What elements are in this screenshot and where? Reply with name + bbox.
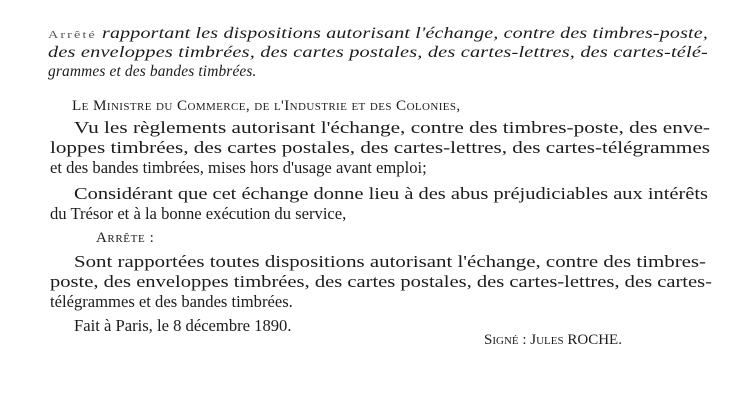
signature: Signé : Jules ROCHE. <box>484 332 622 348</box>
decree-title-line-3: grammes et des bandes timbrées. <box>48 63 257 80</box>
dispositif-paragraph-line-1: Sont rapportées toutes dispositions autorisant l'échange, contre des timbres- <box>74 252 707 271</box>
vu-paragraph-line-2: loppes timbrées, des cartes postales, des cartes-lettres, des cartes-télégrammes <box>50 138 710 157</box>
minister-heading: Le Ministre du Commerce, de l'Industrie et des Colonies, <box>72 97 461 114</box>
considerant-paragraph-line-2: du Trésor et à la bonne exécution du service, <box>50 204 347 223</box>
considerant-paragraph-line-1: Considérant que cet échange donne lieu à des abus préjudiciables aux intérêts <box>74 184 708 203</box>
decree-title-lead-word: Arrêté <box>48 29 97 41</box>
dispositif-paragraph-line-2: poste, des enveloppes timbrées, des cartes postales, des cartes-lettres, des cartes- <box>50 272 712 291</box>
arrete-heading: Arrête : <box>96 230 155 246</box>
dispositif-paragraph-line-3: télégrammes et des bandes timbrées. <box>50 292 293 311</box>
vu-paragraph-line-1: Vu les règlements autorisant l'échange, contre des timbres-poste, des enve- <box>74 118 711 137</box>
decree-title-line-1 <box>48 26 708 41</box>
vu-paragraph-line-3: et des bandes timbrées, mises hors d'usage avant emploi; <box>50 158 427 177</box>
decree-title-line-2: des enveloppes timbrées, des cartes postales, des cartes-lettres, des cartes-télé- <box>48 44 709 61</box>
date-line: Fait à Paris, le 8 décembre 1890. <box>74 316 292 335</box>
decree-title-text-1: rapportant les dispositions autorisant l'échange, contre des timbres-poste, <box>96 25 708 42</box>
